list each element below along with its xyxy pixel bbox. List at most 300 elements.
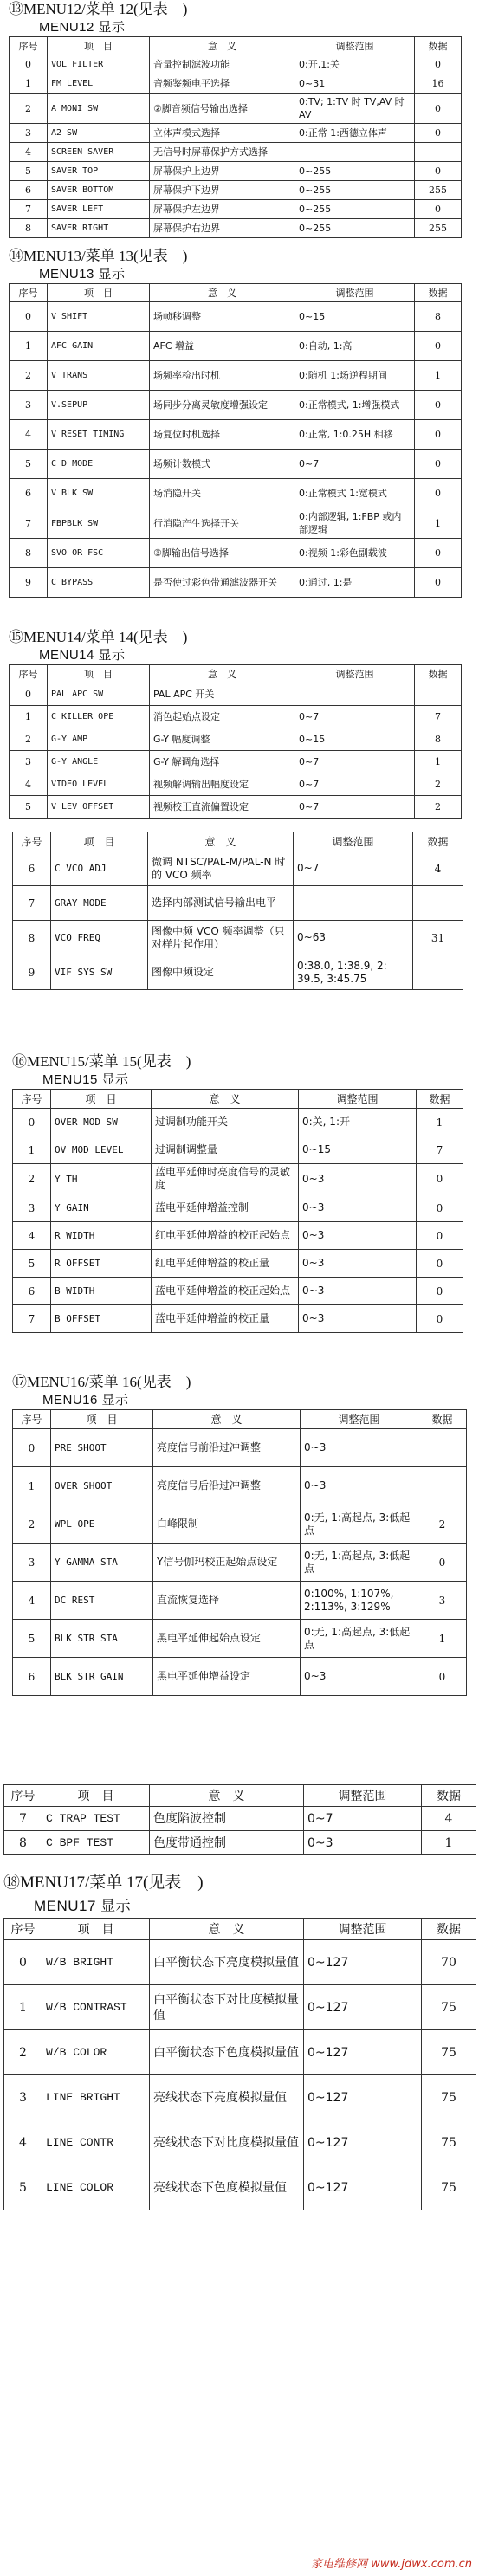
table-row <box>10 55 462 74</box>
item-meaning: PAL APC 开关 <box>150 683 295 706</box>
table-row <box>10 539 462 568</box>
table-body <box>10 55 462 238</box>
adjust-range: 0~15 <box>295 302 415 332</box>
adjust-range: 0~7 <box>294 851 413 886</box>
section-title: ⑱MENU17/菜单 17(见表 ) <box>3 1874 204 1892</box>
table-header-row <box>13 1410 467 1429</box>
adjust-range: 0~255 <box>295 219 415 238</box>
item-meaning: 视频校正直流偏置设定 <box>150 796 295 819</box>
item-meaning: 音频鉴频电平选择 <box>150 74 295 94</box>
item-meaning: 无信号时屏幕保护方式选择 <box>150 143 295 162</box>
column-header: 序号 <box>4 1785 42 1807</box>
item-name: V BLK SW <box>48 479 150 508</box>
default-value: 75 <box>422 2030 476 2075</box>
adjust-range: 0~3 <box>299 1250 417 1278</box>
column-header: 数据 <box>413 832 463 851</box>
column-header: 数据 <box>415 284 462 302</box>
item-name: VIF SYS SW <box>51 955 148 990</box>
item-meaning: 色度带通控制 <box>150 1831 304 1855</box>
table-header-row <box>13 832 463 851</box>
column-header: 意 义 <box>150 1785 304 1807</box>
adjust-range: 0~255 <box>295 200 415 219</box>
item-name: BLK STR STA <box>51 1620 153 1658</box>
default-value: 7 <box>415 706 462 728</box>
column-header: 序号 <box>13 1090 51 1109</box>
table-row <box>13 1305 463 1333</box>
table-row <box>13 1658 467 1696</box>
row-index: 4 <box>13 1582 51 1620</box>
default-value: 0 <box>415 162 462 181</box>
row-index: 0 <box>13 1429 51 1467</box>
column-header: 项 目 <box>48 37 150 55</box>
menu17-table <box>3 1918 476 2210</box>
table-row <box>10 143 462 162</box>
item-name: OVER SHOOT <box>51 1467 153 1505</box>
adjust-range: 0:内部逻辑, 1:FBP 或内部逻辑 <box>295 508 415 539</box>
default-value: 255 <box>415 181 462 200</box>
table-row <box>10 94 462 124</box>
default-value <box>415 143 462 162</box>
default-value: 0 <box>415 94 462 124</box>
section-menu15 <box>12 1052 463 1333</box>
item-name: C D MODE <box>48 450 150 479</box>
table-row <box>10 568 462 598</box>
item-meaning: 场消隐开关 <box>150 479 295 508</box>
item-meaning: 视频解调输出幅度设定 <box>150 773 295 796</box>
column-header: 数据 <box>418 1410 467 1429</box>
default-value: 1 <box>415 751 462 773</box>
adjust-range: 0~15 <box>299 1136 417 1164</box>
adjust-range: 0~7 <box>295 773 415 796</box>
menu15-table <box>12 1089 463 1333</box>
item-meaning: 是否使过彩色带通滤波器开关 <box>150 568 295 598</box>
item-meaning: 直流恢复选择 <box>153 1582 301 1620</box>
adjust-range: 0:通过, 1:是 <box>295 568 415 598</box>
adjust-range: 0~3 <box>299 1164 417 1194</box>
item-meaning: Y信号伽玛校正起始点设定 <box>153 1544 301 1582</box>
section-menu16-continued <box>3 1784 476 1855</box>
item-name: OV MOD LEVEL <box>51 1136 152 1164</box>
column-header: 意 义 <box>152 1090 299 1109</box>
item-name: C KILLER OPE <box>48 706 150 728</box>
adjust-range: 0:随机 1:场逆程期间 <box>295 361 415 391</box>
column-header: 项 目 <box>51 1090 152 1109</box>
item-meaning: 过调制功能开关 <box>152 1109 299 1136</box>
row-index: 5 <box>4 2165 42 2210</box>
row-index: 4 <box>4 2120 42 2165</box>
row-index: 4 <box>10 773 48 796</box>
default-value: 0 <box>415 450 462 479</box>
row-index: 5 <box>10 162 48 181</box>
item-meaning: 过调制调整量 <box>152 1136 299 1164</box>
table-row <box>10 181 462 200</box>
menu-label: MENU15 显示 <box>42 1072 129 1087</box>
column-header: 数据 <box>415 665 462 683</box>
default-value: 1 <box>418 1620 467 1658</box>
item-name: V.SEPUP <box>48 391 150 420</box>
column-header: 意 义 <box>150 284 295 302</box>
adjust-range <box>294 886 413 921</box>
default-value: 1 <box>417 1109 463 1136</box>
column-header: 调整范围 <box>294 832 413 851</box>
default-value: 0 <box>417 1164 463 1194</box>
item-meaning: 蓝电平延伸增益控制 <box>152 1194 299 1222</box>
adjust-range: 0~7 <box>295 796 415 819</box>
column-header: 调整范围 <box>304 1785 422 1807</box>
default-value: 0 <box>418 1544 467 1582</box>
adjust-range: 0~63 <box>294 921 413 955</box>
item-meaning: 音量控制滤波功能 <box>150 55 295 74</box>
default-value: 75 <box>422 2075 476 2120</box>
section-menu16 <box>12 1373 467 1696</box>
row-index: 2 <box>13 1505 51 1544</box>
adjust-range: 0~7 <box>304 1807 422 1831</box>
adjust-range: 0:正常, 1:0.25H 相移 <box>295 420 415 450</box>
table-row <box>4 2030 476 2075</box>
adjust-range: 0~3 <box>301 1467 418 1505</box>
item-meaning: 白平衡状态下亮度模拟量值 <box>150 1940 304 1985</box>
item-name: W/B COLOR <box>42 2030 150 2075</box>
item-name: Y GAMMA STA <box>51 1544 153 1582</box>
default-value <box>418 1467 467 1505</box>
table-body <box>13 851 463 990</box>
default-value: 0 <box>415 55 462 74</box>
table-body <box>13 1429 467 1696</box>
default-value: 0 <box>415 124 462 143</box>
section-menu17 <box>3 1871 476 2210</box>
item-meaning: G-Y 幅度调整 <box>150 728 295 751</box>
adjust-range: 0:正常模式 1:宽模式 <box>295 479 415 508</box>
section-menu12 <box>9 0 462 238</box>
menu-label: MENU14 显示 <box>39 648 126 663</box>
adjust-range: 0~255 <box>295 181 415 200</box>
column-header: 序号 <box>4 1919 42 1940</box>
adjust-range: 0~127 <box>304 1985 422 2030</box>
column-header: 意 义 <box>150 1919 304 1940</box>
item-name: SAVER BOTTOM <box>48 181 150 200</box>
table-row <box>13 1544 467 1582</box>
row-index: 4 <box>10 420 48 450</box>
menu-label: MENU13 显示 <box>39 267 126 282</box>
default-value: 1 <box>415 508 462 539</box>
table-row <box>13 886 463 921</box>
default-value: 0 <box>417 1305 463 1333</box>
default-value: 1 <box>422 1831 476 1855</box>
column-header: 序号 <box>10 665 48 683</box>
item-name: G-Y ANGLE <box>48 751 150 773</box>
default-value: 75 <box>422 2165 476 2210</box>
menu16-continued-table <box>3 1784 476 1855</box>
default-value: 0 <box>418 1658 467 1696</box>
table-row <box>10 74 462 94</box>
item-meaning: 白平衡状态下对比度模拟量值 <box>150 1985 304 2030</box>
row-index: 2 <box>4 2030 42 2075</box>
item-meaning: 场复位时机选择 <box>150 420 295 450</box>
item-meaning: 行消隐产生选择开关 <box>150 508 295 539</box>
adjust-range: 0:无, 1:高起点, 3:低起点 <box>301 1544 418 1582</box>
menu12-table <box>9 36 462 238</box>
column-header: 序号 <box>10 37 48 55</box>
row-index: 9 <box>10 568 48 598</box>
row-index: 1 <box>4 1985 42 2030</box>
table-row <box>10 162 462 181</box>
table-row <box>13 1136 463 1164</box>
table-row <box>13 1505 467 1544</box>
table-row <box>10 302 462 332</box>
default-value: 3 <box>418 1582 467 1620</box>
item-name: LINE BRIGHT <box>42 2075 150 2120</box>
default-value: 31 <box>413 921 463 955</box>
table-row <box>4 2120 476 2165</box>
item-name: G-Y AMP <box>48 728 150 751</box>
column-header: 调整范围 <box>301 1410 418 1429</box>
adjust-range: 0~15 <box>295 728 415 751</box>
item-name: SVO OR FSC <box>48 539 150 568</box>
adjust-range <box>295 143 415 162</box>
adjust-range: 0~3 <box>301 1429 418 1467</box>
item-name: BLK STR GAIN <box>51 1658 153 1696</box>
adjust-range: 0~3 <box>304 1831 422 1855</box>
row-index: 7 <box>10 200 48 219</box>
row-index: 2 <box>10 361 48 391</box>
item-name: VIDEO LEVEL <box>48 773 150 796</box>
item-name: Y GAIN <box>51 1194 152 1222</box>
item-name: W/B CONTRAST <box>42 1985 150 2030</box>
item-meaning: 屏幕保护下边界 <box>150 181 295 200</box>
adjust-range: 0:正常模式, 1:增强模式 <box>295 391 415 420</box>
adjust-range: 0:视频 1:彩色副载波 <box>295 539 415 568</box>
item-meaning: 蓝电平延伸时亮度信号的灵敏度 <box>152 1164 299 1194</box>
adjust-range: 0:正常 1:西德立体声 <box>295 124 415 143</box>
table-row <box>10 706 462 728</box>
item-meaning: 亮度信号后沿过冲调整 <box>153 1467 301 1505</box>
column-header: 项 目 <box>48 665 150 683</box>
column-header: 序号 <box>10 284 48 302</box>
table-header-row <box>10 37 462 55</box>
adjust-range: 0:自动, 1:高 <box>295 332 415 361</box>
row-index: 3 <box>4 2075 42 2120</box>
column-header: 项 目 <box>42 1919 150 1940</box>
default-value: 7 <box>417 1136 463 1164</box>
adjust-range: 0~127 <box>304 2165 422 2210</box>
item-meaning: 白平衡状态下色度模拟量值 <box>150 2030 304 2075</box>
item-meaning: 亮线状态下色度模拟量值 <box>150 2165 304 2210</box>
item-name: R OFFSET <box>51 1250 152 1278</box>
table-row <box>13 851 463 886</box>
table-row <box>13 1582 467 1620</box>
table-body <box>13 1109 463 1333</box>
row-index: 1 <box>10 706 48 728</box>
item-meaning: 图像中频 VCO 频率调整（只对样片起作用） <box>148 921 294 955</box>
adjust-range: 0:无, 1:高起点, 3:低起点 <box>301 1620 418 1658</box>
row-index: 8 <box>4 1831 42 1855</box>
table-row <box>13 1467 467 1505</box>
row-index: 8 <box>10 219 48 238</box>
default-value: 0 <box>417 1194 463 1222</box>
item-name: W/B BRIGHT <box>42 1940 150 1985</box>
item-meaning: ②脚音频信号输出选择 <box>150 94 295 124</box>
item-name: V LEV OFFSET <box>48 796 150 819</box>
item-meaning: 屏幕保护上边界 <box>150 162 295 181</box>
row-index: 5 <box>10 450 48 479</box>
table-row <box>13 1278 463 1305</box>
item-meaning: 场帧移调整 <box>150 302 295 332</box>
item-name: B OFFSET <box>51 1305 152 1333</box>
menu16-table <box>12 1409 467 1696</box>
default-value: 0 <box>415 568 462 598</box>
row-index: 4 <box>10 143 48 162</box>
row-index: 2 <box>13 1164 51 1194</box>
menu-label: MENU12 显示 <box>39 20 126 35</box>
default-value: 4 <box>413 851 463 886</box>
table-row <box>10 332 462 361</box>
default-value: 2 <box>415 773 462 796</box>
table-body <box>4 1807 476 1855</box>
table-row <box>10 219 462 238</box>
table-header-row <box>4 1785 476 1807</box>
item-name: V RESET TIMING <box>48 420 150 450</box>
item-meaning: 屏幕保护左边界 <box>150 200 295 219</box>
section-menu14-continued <box>12 832 463 990</box>
column-header: 意 义 <box>150 665 295 683</box>
table-header-row <box>4 1919 476 1940</box>
row-index: 2 <box>10 94 48 124</box>
row-index: 6 <box>13 1658 51 1696</box>
item-meaning: 红电平延伸增益的校正量 <box>152 1250 299 1278</box>
row-index: 2 <box>10 728 48 751</box>
row-index: 0 <box>10 683 48 706</box>
column-header: 调整范围 <box>304 1919 422 1940</box>
adjust-range: 0~3 <box>299 1278 417 1305</box>
default-value: 75 <box>422 2120 476 2165</box>
column-header: 数据 <box>417 1090 463 1109</box>
table-row <box>10 479 462 508</box>
adjust-range: 0~127 <box>304 1940 422 1985</box>
default-value: 0 <box>415 420 462 450</box>
table-header-row <box>10 665 462 683</box>
table-row <box>10 391 462 420</box>
item-name: V SHIFT <box>48 302 150 332</box>
default-value <box>415 683 462 706</box>
default-value: 0 <box>417 1250 463 1278</box>
row-index: 0 <box>4 1940 42 1985</box>
column-header: 调整范围 <box>299 1090 417 1109</box>
adjust-range: 0~3 <box>301 1658 418 1696</box>
item-name: FBPBLK SW <box>48 508 150 539</box>
table-row <box>13 1222 463 1250</box>
row-index: 7 <box>13 886 51 921</box>
watermark: 家电维修网 www.jdwx.com.cn <box>311 2558 472 2571</box>
item-name: C TRAP TEST <box>42 1807 150 1831</box>
row-index: 0 <box>10 302 48 332</box>
default-value: 75 <box>422 1985 476 2030</box>
item-name: B WIDTH <box>51 1278 152 1305</box>
item-meaning: AFC 增益 <box>150 332 295 361</box>
row-index: 5 <box>13 1250 51 1278</box>
adjust-range: 0~7 <box>295 751 415 773</box>
item-name: LINE CONTR <box>42 2120 150 2165</box>
table-row <box>10 450 462 479</box>
column-header: 数据 <box>422 1785 476 1807</box>
item-name: C BPF TEST <box>42 1831 150 1855</box>
column-header: 项 目 <box>42 1785 150 1807</box>
item-name: C VCO ADJ <box>51 851 148 886</box>
table-row <box>4 1940 476 1985</box>
adjust-range: 0~255 <box>295 162 415 181</box>
table-row <box>4 1831 476 1855</box>
default-value: 1 <box>415 361 462 391</box>
menu13-table <box>9 283 462 598</box>
section-menu13 <box>9 247 462 598</box>
item-meaning: 图像中频设定 <box>148 955 294 990</box>
adjust-range: 0~31 <box>295 74 415 94</box>
section-menu14 <box>9 628 462 819</box>
adjust-range: 0:38.0, 1:38.9, 2: 39.5, 3:45.75 <box>294 955 413 990</box>
table-row <box>4 2075 476 2120</box>
row-index: 5 <box>13 1620 51 1658</box>
table-row <box>13 1250 463 1278</box>
item-meaning: 亮线状态下亮度模拟量值 <box>150 2075 304 2120</box>
adjust-range: 0~7 <box>295 706 415 728</box>
table-row <box>10 728 462 751</box>
table-row <box>13 921 463 955</box>
item-meaning: 黑电平延伸增益设定 <box>153 1658 301 1696</box>
row-index: 0 <box>10 55 48 74</box>
column-header: 意 义 <box>153 1410 301 1429</box>
column-header: 意 义 <box>148 832 294 851</box>
item-meaning: 微调 NTSC/PAL-M/PAL-N 时的 VCO 频率 <box>148 851 294 886</box>
item-meaning: 立体声模式选择 <box>150 124 295 143</box>
row-index: 7 <box>4 1807 42 1831</box>
item-name: Y TH <box>51 1164 152 1194</box>
item-name: WPL OPE <box>51 1505 153 1544</box>
item-name: PAL APC SW <box>48 683 150 706</box>
adjust-range: 0~127 <box>304 2030 422 2075</box>
item-name: VOL FILTER <box>48 55 150 74</box>
table-row <box>13 1194 463 1222</box>
item-meaning: 亮线状态下对比度模拟量值 <box>150 2120 304 2165</box>
item-meaning: 消色起始点设定 <box>150 706 295 728</box>
adjust-range: 0~3 <box>299 1222 417 1250</box>
item-name: LINE COLOR <box>42 2165 150 2210</box>
table-row <box>13 1620 467 1658</box>
item-meaning: ③脚输出信号选择 <box>150 539 295 568</box>
item-meaning: 选择内部测试信号输出电平 <box>148 886 294 921</box>
row-index: 1 <box>10 332 48 361</box>
adjust-range <box>295 683 415 706</box>
item-meaning: G-Y 解调角选择 <box>150 751 295 773</box>
item-meaning: 色度陷波控制 <box>150 1807 304 1831</box>
row-index: 1 <box>13 1467 51 1505</box>
item-name: DC REST <box>51 1582 153 1620</box>
table-row <box>13 955 463 990</box>
item-meaning: 蓝电平延伸增益的校正量 <box>152 1305 299 1333</box>
adjust-range: 0:100%, 1:107%, 2:113%, 3:129% <box>301 1582 418 1620</box>
column-header: 序号 <box>13 832 51 851</box>
item-name: SAVER LEFT <box>48 200 150 219</box>
column-header: 数据 <box>415 37 462 55</box>
default-value: 255 <box>415 219 462 238</box>
table-header-row <box>10 284 462 302</box>
table-row <box>10 751 462 773</box>
item-meaning: 红电平延伸增益的校正起始点 <box>152 1222 299 1250</box>
adjust-range: 0:TV; 1:TV 时 TV,AV 时 AV <box>295 94 415 124</box>
default-value: 2 <box>418 1505 467 1544</box>
column-header: 项 目 <box>51 1410 153 1429</box>
item-meaning: 屏幕保护右边界 <box>150 219 295 238</box>
item-name: GRAY MODE <box>51 886 148 921</box>
row-index: 6 <box>10 479 48 508</box>
